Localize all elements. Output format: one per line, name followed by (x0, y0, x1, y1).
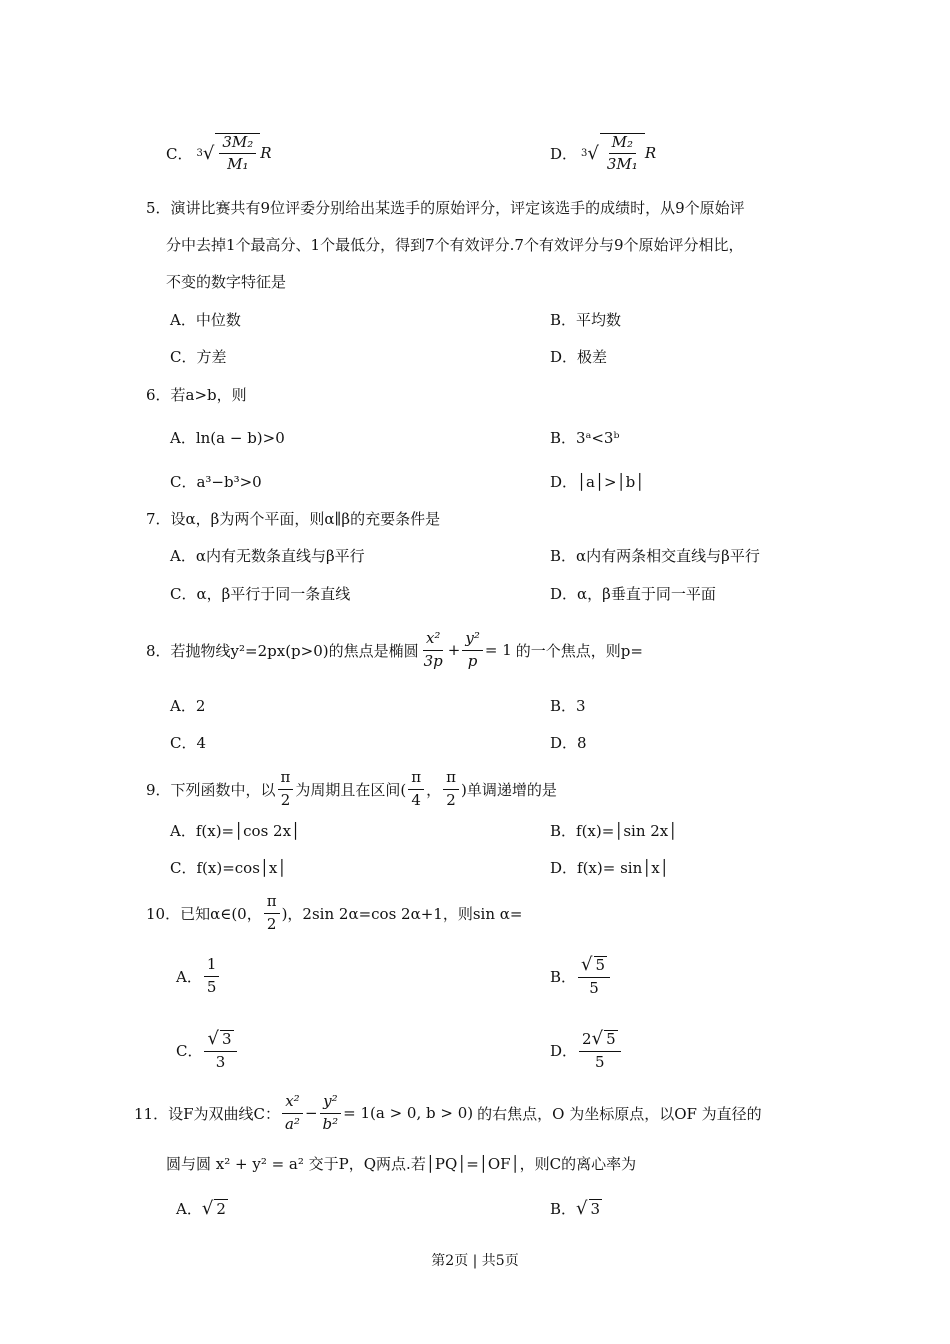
q5-option-d[interactable]: D．极差 (550, 348, 608, 366)
page-footer: 第2页 | 共5页 (431, 1253, 519, 1269)
q9-stem-before: 9．下列函数中，以 (146, 780, 276, 799)
denominator: 5 (595, 1053, 605, 1072)
q9-option-a[interactable]: A．f(x)=│cos 2x│ (170, 822, 301, 840)
option-label: D． (550, 144, 578, 163)
radicand: 5 (595, 955, 606, 974)
q5-option-c[interactable]: C．方差 (170, 348, 227, 366)
q11-stem-before: 11．设F为双曲线C： (134, 1104, 280, 1123)
fraction (578, 955, 610, 998)
radical-sign: √ (591, 1027, 604, 1049)
q9-stem-mid: 为周期且在区间( (295, 780, 407, 799)
denominator: 2 (266, 914, 277, 933)
radicand: 5 (606, 1029, 616, 1048)
radical-sign: √ (201, 1197, 214, 1219)
fraction (579, 1029, 621, 1072)
fraction (604, 134, 641, 174)
radical-sign: √ (207, 1027, 219, 1049)
q11-option-a[interactable] (176, 1192, 228, 1224)
numerator: x² (423, 630, 443, 650)
q4-option-d[interactable] (550, 128, 656, 178)
numerator: 1 (204, 956, 220, 976)
fraction (408, 769, 424, 809)
numerator: π (443, 769, 459, 789)
option-label: B． (550, 967, 577, 986)
tail-variable: R (260, 144, 272, 162)
q6-stem: 6．若a>b，则 (146, 386, 247, 404)
numerator: y² (320, 1093, 341, 1113)
root-index: 3 (196, 147, 203, 159)
option-label: A． (176, 1199, 202, 1218)
denominator: 2 (280, 790, 291, 809)
q7-stem: 7．设α，β为两个平面，则α∥β的充要条件是 (146, 510, 441, 528)
q6-option-c[interactable]: C．a³−b³>0 (170, 473, 262, 491)
radical-sign: √ (587, 142, 599, 164)
denominator: 2 (446, 790, 456, 809)
denominator: 5 (589, 979, 599, 998)
q6-option-d[interactable]: D．│a│>│b│ (550, 473, 645, 491)
q8-stem-after: 的一个焦点，则p= (515, 641, 643, 660)
condition: = 1(a > 0, b > 0) (343, 1104, 474, 1122)
fraction (204, 1029, 236, 1072)
q10-stem (146, 888, 522, 938)
fraction (282, 1093, 303, 1133)
numerator: π (264, 893, 280, 913)
q4-option-c[interactable] (166, 128, 272, 178)
q7-option-a[interactable]: A．α内有无数条直线与β平行 (170, 547, 365, 565)
q11-stem-line2: 圆与圆 x² + y² = a² 交于P，Q两点.若│PQ│=│OF│，则C的离心率为 (166, 1155, 637, 1173)
radicand: 3 (590, 1199, 601, 1218)
option-label: C． (166, 144, 193, 163)
radicand: 3 (221, 1029, 232, 1048)
option-label: A． (176, 967, 202, 986)
q11-option-b[interactable] (550, 1192, 602, 1224)
q8-option-d[interactable]: D．8 (550, 734, 587, 752)
q10-stem-before: 10．已知α∈(0， (146, 904, 262, 923)
denominator: 3 (215, 1053, 226, 1072)
q7-option-d[interactable]: D．α，β垂直于同一平面 (550, 585, 716, 603)
radical-sign: √ (581, 953, 593, 975)
q8-option-b[interactable]: B．3 (550, 697, 586, 715)
q9-option-d[interactable]: D．f(x)= sin│x│ (550, 859, 669, 877)
fraction (264, 893, 280, 933)
numerator: y² (462, 630, 483, 650)
q5-stem-line1: 5．演讲比赛共有9位评委分别给出某选手的原始评分，评定该选手的成绩时，从9个原始评 (146, 199, 745, 217)
fraction (320, 1093, 342, 1133)
fraction (421, 630, 446, 670)
numerator: x² (282, 1093, 302, 1113)
option-label: B． (550, 1199, 577, 1218)
q9-stem-after: )单调递增的是 (461, 780, 557, 799)
q10-option-c[interactable] (176, 1024, 239, 1076)
option-label: D． (550, 1041, 578, 1060)
q5-stem-line2: 分中去掉1个最高分、1个最低分，得到7个有效评分.7个有效评分与9个原始评分相比， (166, 236, 744, 254)
q5-stem-line3: 不变的数字特征是 (166, 273, 287, 291)
option-label: C． (176, 1041, 203, 1060)
denominator: a² (284, 1114, 300, 1133)
q5-option-a[interactable]: A．中位数 (170, 311, 241, 329)
q11-stem (134, 1086, 762, 1140)
q9-option-c[interactable]: C．f(x)=cos│x│ (170, 859, 287, 877)
denominator: 3M₁ (606, 155, 638, 173)
numerator: π (408, 769, 424, 789)
comma: ， (426, 780, 442, 799)
q6-option-b[interactable]: B．3ᵃ<3ᵇ (550, 429, 620, 447)
fraction (204, 956, 220, 996)
q8-option-c[interactable]: C．4 (170, 734, 207, 752)
q10-option-b[interactable] (550, 950, 612, 1002)
fraction (219, 134, 256, 174)
numerator: π (278, 769, 294, 789)
denominator: 3p (423, 651, 443, 670)
denominator: 4 (411, 790, 421, 809)
q10-stem-after: )，2sin 2α=cos 2α+1，则sin α= (281, 904, 523, 923)
q8-option-a[interactable]: A．2 (170, 697, 206, 715)
radical-sign: √ (202, 142, 215, 164)
q9-stem (146, 764, 557, 814)
fraction (462, 630, 483, 670)
root-index: 3 (581, 147, 588, 159)
fraction (278, 769, 294, 809)
radical-sign: √ (576, 1197, 588, 1219)
denominator: 5 (206, 977, 217, 996)
q11-stem-after: 的右焦点，O 为坐标原点，以OF 为直径的 (477, 1104, 762, 1123)
denominator: p (467, 651, 478, 670)
equals-one: = 1 (484, 641, 512, 659)
minus-sign: − (304, 1104, 318, 1122)
coefficient: 2 (582, 1029, 592, 1048)
numerator: M₂ (609, 134, 636, 154)
denominator: b² (322, 1114, 339, 1133)
fraction (443, 769, 459, 809)
q9-option-b[interactable]: B．f(x)=│sin 2x│ (550, 822, 678, 840)
plus-sign: + (447, 641, 461, 659)
q8-stem-before: 8．若抛物线y²=2px(p>0)的焦点是椭圆 (146, 641, 419, 660)
q7-option-b[interactable]: B．α内有两条相交直线与β平行 (550, 547, 760, 565)
q10-option-d[interactable] (550, 1024, 623, 1076)
q10-option-a[interactable] (176, 950, 221, 1002)
q7-option-c[interactable]: C．α，β平行于同一条直线 (170, 585, 351, 603)
q6-option-a[interactable]: A．ln(a − b)>0 (170, 429, 285, 447)
tail-variable: R (644, 144, 657, 162)
denominator: M₁ (227, 155, 249, 173)
q5-option-b[interactable]: B．平均数 (550, 311, 622, 329)
numerator: 3M₂ (219, 134, 256, 154)
q8-stem (146, 624, 643, 676)
radicand: 2 (216, 1199, 226, 1218)
